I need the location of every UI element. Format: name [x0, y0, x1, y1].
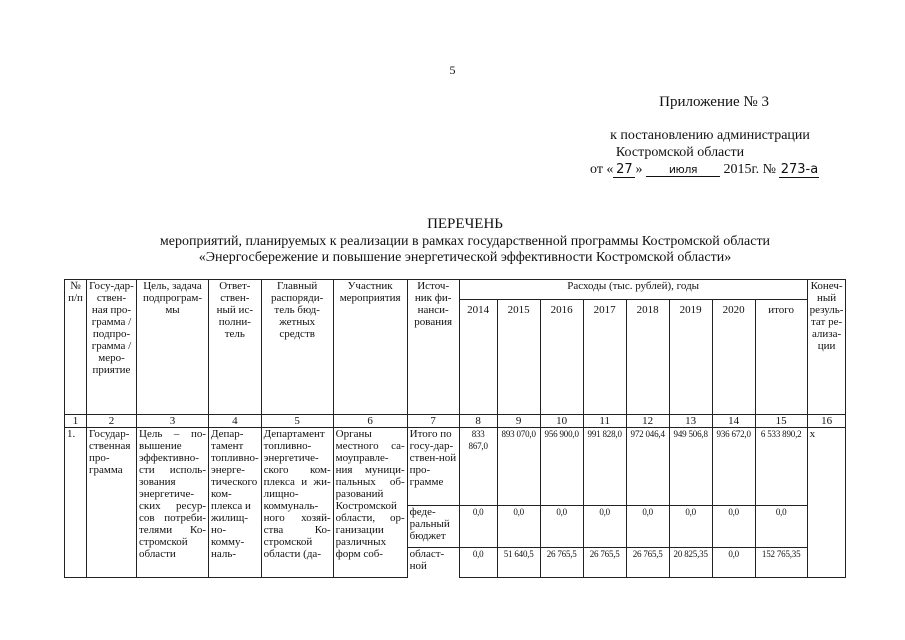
column-number: 13	[669, 415, 712, 428]
row-num: 1.	[65, 428, 87, 578]
value-cell: 26 765,5	[583, 548, 626, 578]
col-header-num: № п/п	[65, 280, 87, 415]
document-title: ПЕРЕЧЕНЬ	[427, 216, 503, 232]
year-header: 2016	[540, 300, 583, 415]
value-cell: 0,0	[669, 506, 712, 548]
column-number: 6	[333, 415, 407, 428]
column-number: 1	[65, 415, 87, 428]
col-header-program: Госу-дар-ствен-ная про-грамма /подпро-грамма / меро-приятие	[87, 280, 137, 415]
decree-line-1: к постановлению администрации	[610, 128, 810, 143]
row-source-regional: област-ной	[407, 548, 459, 578]
measures-table	[64, 279, 846, 578]
value-cell: 972 046,4	[626, 428, 669, 506]
decree-number: 273-а	[780, 162, 819, 177]
value-cell-total: 0,0	[755, 506, 807, 548]
col-header-goal: Цель, задача подпрограм-мы	[137, 280, 209, 415]
year-header: 2020	[712, 300, 755, 415]
value-cell: 991 828,0	[583, 428, 626, 506]
document-subtitle-1: мероприятий, планируемых к реализации в рамках государственной программы Костромской области	[159, 234, 771, 249]
value-cell: 0,0	[712, 548, 755, 578]
year-header: 2014	[459, 300, 497, 415]
value-cell: 936 672,0	[712, 428, 755, 506]
col-header-source: Источ-ник фи-нанси-рования	[407, 280, 459, 415]
year-header-total: итого	[755, 300, 807, 415]
document-subtitle-2: «Энергосбережение и повышение энергетической эффективности Костромской области»	[198, 250, 732, 265]
column-number: 5	[261, 415, 333, 428]
column-number: 16	[807, 415, 846, 428]
column-number: 12	[626, 415, 669, 428]
column-number: 8	[459, 415, 497, 428]
value-cell: 0,0	[459, 506, 497, 548]
table-row	[65, 428, 846, 506]
value-cell: 0,0	[583, 506, 626, 548]
date-day: 27	[613, 162, 635, 178]
row-responsible: Депар-тамент топливно-энерге-тического ком-плекса и жилищ-но-комму-наль-	[209, 428, 262, 578]
year-header: 2019	[669, 300, 712, 415]
date-mid: »	[635, 162, 643, 177]
column-number: 15	[755, 415, 807, 428]
value-cell: 956 900,0	[540, 428, 583, 506]
row-participant: Органы местного са-моуправле-ния муници-пальных об-разований Костромской области, ор-ганизации различных форм соб-	[333, 428, 407, 578]
value-cell: 893 070,0	[497, 428, 540, 506]
date-year: 2015г. №	[723, 162, 776, 177]
page-number: 5	[449, 63, 456, 77]
year-header: 2015	[497, 300, 540, 415]
appendix-label: Приложение № 3	[659, 94, 769, 110]
col-header-participant: Участник мероприятия	[333, 280, 407, 415]
value-cell: 0,0	[626, 506, 669, 548]
value-cell: 26 765,5	[540, 548, 583, 578]
row-goal: Цель – по-вышение эффективно-сти исполь-зования энергетиче-ских ресур-сов потреби-телями Ко-стромской области	[137, 428, 209, 578]
row-program: Государ-ственная про-грамма	[87, 428, 137, 578]
col-header-expenses: Расходы (тыс. рублей), годы	[459, 280, 807, 300]
column-number: 14	[712, 415, 755, 428]
date-prefix: от «	[590, 162, 614, 177]
column-number: 2	[87, 415, 137, 428]
date-month: июля	[646, 163, 720, 177]
decree-line-2: Костромской области	[615, 145, 745, 160]
value-cell: 26 765,5	[626, 548, 669, 578]
column-number: 10	[540, 415, 583, 428]
year-header: 2018	[626, 300, 669, 415]
row-source-federal: феде-ральный бюджет	[407, 506, 459, 548]
value-cell: 0,0	[497, 506, 540, 548]
value-cell: 20 825,35	[669, 548, 712, 578]
column-numbers-row	[65, 415, 846, 428]
value-cell: 0,0	[459, 548, 497, 578]
column-number: 4	[209, 415, 262, 428]
value-cell: 0,0	[712, 506, 755, 548]
row-manager: Департамент топливно-энергетиче-ского ком-плекса и жи-лищно-коммуналь-ного хозяй-ства Ко-стромской области (да-	[261, 428, 333, 578]
column-number: 7	[407, 415, 459, 428]
value-cell-total: 152 765,35	[755, 548, 807, 578]
column-number: 9	[497, 415, 540, 428]
year-header: 2017	[583, 300, 626, 415]
decree-date-line	[590, 162, 819, 178]
row-source-total: Итого по госу-дар-ствен-ной про-грамме	[407, 428, 459, 506]
column-number: 11	[583, 415, 626, 428]
row-result: х	[807, 428, 846, 578]
value-cell-total: 6 533 890,2	[755, 428, 807, 506]
value-cell: 949 506,8	[669, 428, 712, 506]
value-cell: 51 640,5	[497, 548, 540, 578]
col-header-responsible: Ответ-ствен-ный ис-полни-тель	[209, 280, 262, 415]
col-header-result: Конеч-ный резуль-тат ре-ализа-ции	[807, 280, 846, 415]
header-row	[65, 280, 846, 300]
column-number: 3	[137, 415, 209, 428]
col-header-manager: Главный распоряди-тель бюд-жетных средств	[261, 280, 333, 415]
value-cell: 833 867,0	[459, 428, 497, 506]
value-cell: 0,0	[540, 506, 583, 548]
